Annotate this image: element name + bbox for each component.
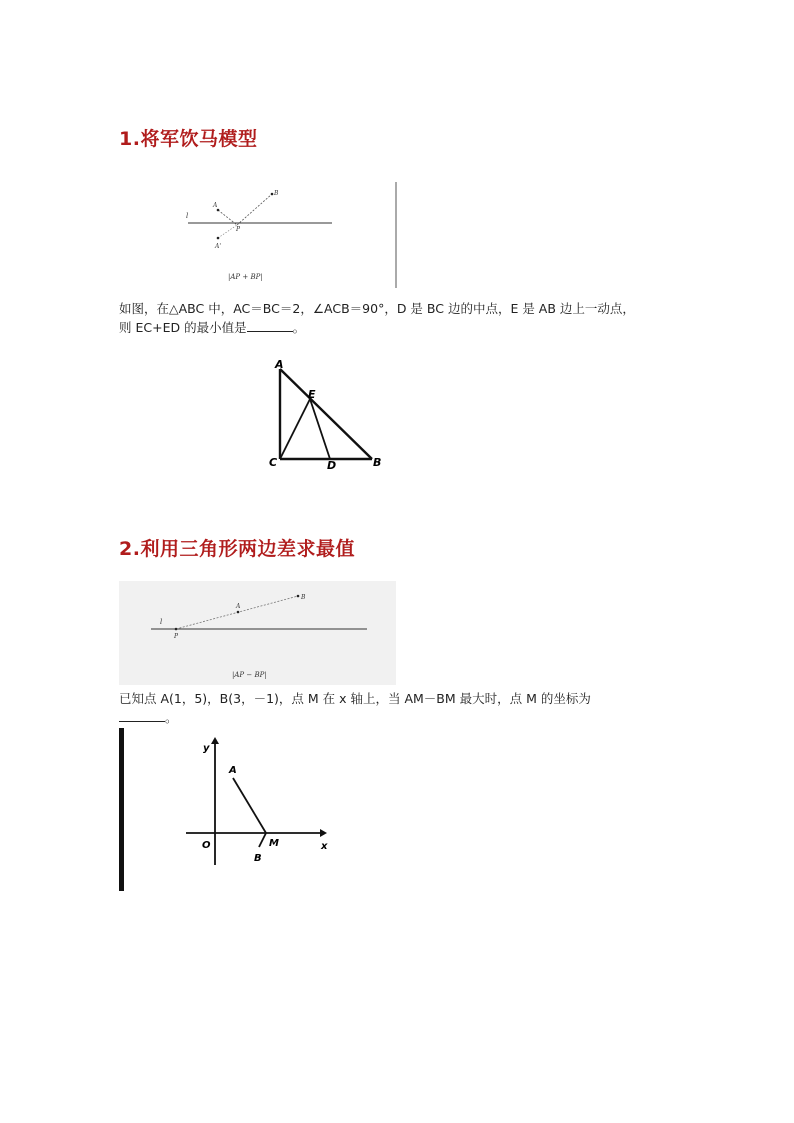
triangle-figure — [262, 355, 392, 475]
coord-label-b: B — [254, 853, 262, 864]
point-b — [271, 193, 274, 196]
y-arrow-icon — [211, 737, 219, 744]
label-p-2: P — [174, 633, 179, 640]
point-p-2 — [175, 628, 178, 631]
problem2-line1: 已知点 A(1，5)，B(3，－1)，点 M 在 x 轴上，当 AM－BM 最大时，点 M 的坐标为 — [119, 691, 591, 706]
line-l-label: l — [186, 212, 189, 220]
triangle-label-b: B — [373, 456, 382, 469]
triangle-label-e: E — [308, 388, 316, 401]
problem1-line1: 如图，在△ABC 中，AC＝BC＝2，∠ACB＝90°，D 是 BC 边的中点，E 是 AB 边上一动点， — [119, 301, 635, 316]
point-a-2 — [237, 611, 240, 614]
point-b-2 — [297, 595, 300, 598]
problem1-text — [119, 299, 635, 337]
point-a — [217, 209, 220, 212]
triangle-label-c: C — [269, 456, 278, 469]
label-p: P — [236, 226, 241, 233]
origin-label: O — [202, 840, 211, 851]
line-l2-label: l — [160, 618, 163, 626]
x-arrow-icon — [320, 829, 327, 837]
answer-blank-1[interactable] — [247, 319, 293, 332]
segment-bm — [259, 833, 266, 847]
label-a-2: A — [236, 603, 241, 610]
left-border-bar — [119, 728, 124, 891]
difference-figure — [119, 581, 396, 685]
coord-label-m: M — [269, 838, 279, 849]
label-a: A — [213, 202, 218, 209]
caption-diff: |AP − BP| — [232, 671, 267, 679]
problem2-line2: 。 — [119, 708, 679, 727]
section1-heading: 1.将军饮马模型 — [119, 128, 258, 150]
section2-heading: 2.利用三角形两边差求最值 — [119, 538, 355, 560]
caption-sum: |AP + BP| — [228, 273, 263, 281]
problem2-text — [119, 689, 679, 727]
reflection-figure-1 — [180, 180, 400, 290]
label-aprime: A' — [215, 243, 221, 250]
coord-label-a: A — [229, 765, 237, 776]
segment-am — [233, 778, 266, 833]
triangle-label-a: A — [275, 358, 284, 371]
point-aprime — [217, 237, 220, 240]
answer-blank-2[interactable] — [119, 709, 165, 722]
triangle-label-d: D — [327, 459, 337, 472]
label-b: B — [274, 190, 279, 197]
axis-label-y: y — [203, 743, 210, 754]
coordinate-figure — [180, 735, 340, 870]
label-b-2: B — [301, 594, 306, 601]
segment-pb — [237, 194, 272, 225]
axis-label-x: x — [321, 841, 328, 852]
segment-aprime-p — [218, 225, 237, 238]
problem1-line2: 则 EC+ED 的最小值是 。 — [119, 320, 306, 335]
segment-ec — [280, 399, 310, 459]
